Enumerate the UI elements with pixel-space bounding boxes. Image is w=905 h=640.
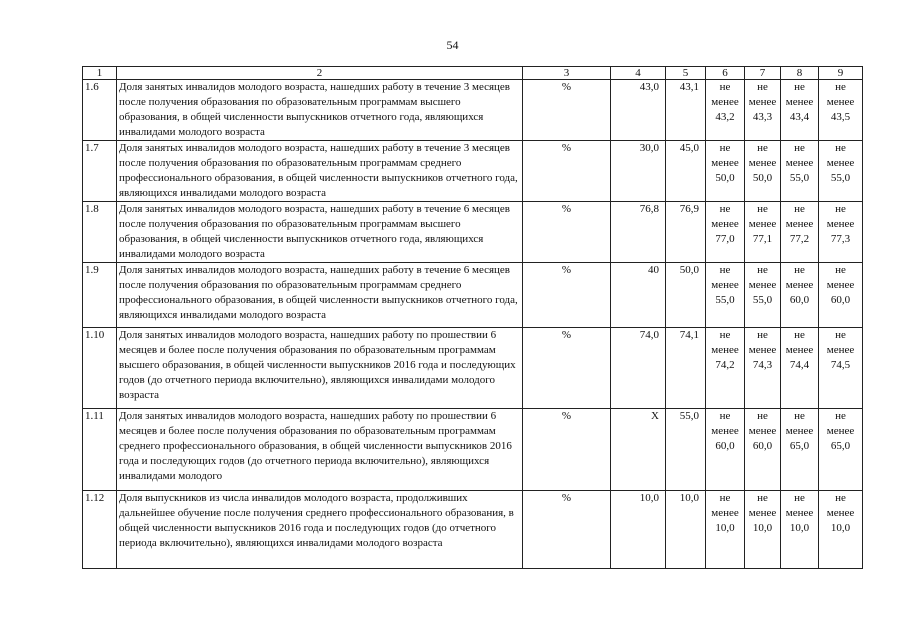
target-line: менее [826,425,855,437]
row-number: 1.7 [83,141,117,202]
target-line: не [835,329,846,341]
target-line: 43,2 [715,111,735,123]
target-line: менее [785,344,814,356]
column-header-3: 3 [523,67,611,80]
target-line: не [757,142,768,154]
target-line: 55,0 [752,294,773,306]
target-line: не [794,142,805,154]
target-line: 77,3 [830,233,851,245]
target-line: менее [748,157,777,169]
target-col-6 [706,409,745,491]
target-col-6 [706,202,745,263]
column-header-8: 8 [781,67,819,80]
target-line: не [719,329,731,341]
target-line: 60,0 [715,440,735,452]
target-line: не [719,142,731,154]
table-row [83,263,863,328]
target-col-7 [745,202,781,263]
target-col-8 [781,491,819,569]
value-col-5: 45,0 [666,141,706,202]
unit-cell: % [523,202,611,263]
target-line: менее [826,507,855,519]
target-line: 43,5 [830,111,851,123]
target-line: 10,0 [715,522,735,534]
target-col-8 [781,80,819,141]
column-header-6: 6 [706,67,745,80]
target-col-7 [745,263,781,328]
target-line: не [719,410,731,422]
target-line: менее [748,507,777,519]
target-line: менее [826,96,855,108]
target-line: менее [785,157,814,169]
target-line: 65,0 [830,440,851,452]
target-line: менее [748,425,777,437]
indicator-description: Доля занятых инвалидов молодого возраста, нашедших работу по прошествии 6 месяцев и более после получения образования по образовательным программам высшего образования, в общей численности выпускников 2016 года и последующих годов (до отчетного периода включительно), являющихся инвалидами молодого возраста [117,328,523,409]
target-line: 55,0 [789,172,810,184]
target-col-6 [706,141,745,202]
value-col-4: 10,0 [611,491,666,569]
target-line: не [719,492,731,504]
value-col-4: 40 [611,263,666,328]
target-line: не [757,492,768,504]
target-line: менее [748,279,777,291]
target-col-8 [781,202,819,263]
target-line: менее [711,157,739,169]
value-col-4: 43,0 [611,80,666,141]
target-line: менее [785,279,814,291]
target-col-8 [781,409,819,491]
value-col-5: 43,1 [666,80,706,141]
column-header-2: 2 [117,67,523,80]
target-line: 74,3 [752,359,773,371]
target-line: не [794,264,805,276]
target-line: 55,0 [830,172,851,184]
value-col-4: 30,0 [611,141,666,202]
target-col-9 [819,202,863,263]
target-line: 10,0 [830,522,851,534]
target-line: менее [785,507,814,519]
target-line: 77,0 [715,233,735,245]
unit-cell: % [523,328,611,409]
target-col-6 [706,328,745,409]
target-col-8 [781,328,819,409]
target-line: 60,0 [789,294,810,306]
target-line: не [794,492,805,504]
target-line: не [757,264,768,276]
target-line: 10,0 [789,522,810,534]
target-line: менее [711,425,739,437]
value-col-4: 76,8 [611,202,666,263]
target-col-9 [819,141,863,202]
value-col-5: 50,0 [666,263,706,328]
value-col-5: 76,9 [666,202,706,263]
target-line: менее [711,96,739,108]
target-line: не [719,81,731,93]
column-header-1: 1 [83,67,117,80]
value-col-4: X [611,409,666,491]
target-line: 74,4 [789,359,810,371]
target-line: 74,5 [830,359,851,371]
target-col-6 [706,80,745,141]
target-line: 74,2 [715,359,735,371]
target-line: 77,2 [789,233,810,245]
indicator-description: Доля занятых инвалидов молодого возраста, нашедших работу по прошествии 6 месяцев и более после получения образования по образовательным программам среднего профессионального образования, в общей численности выпускников 2016 года и последующих годов (до отчетного периода включительно), являющихся инвалидами молодого [117,409,523,491]
target-col-7 [745,141,781,202]
target-line: 50,0 [715,172,735,184]
target-line: не [719,203,731,215]
column-header-5: 5 [666,67,706,80]
target-line: менее [748,344,777,356]
table-row [83,80,863,141]
target-col-9 [819,409,863,491]
target-line: не [794,410,805,422]
target-line: 50,0 [752,172,773,184]
target-line: менее [748,96,777,108]
column-header-9: 9 [819,67,863,80]
row-number: 1.8 [83,202,117,263]
target-col-7 [745,491,781,569]
unit-cell: % [523,141,611,202]
target-col-9 [819,328,863,409]
target-col-9 [819,80,863,141]
table-row [83,202,863,263]
target-line: менее [711,507,739,519]
indicator-description: Доля выпускников из числа инвалидов молодого возраста, продолживших дальнейшее обучение после получения среднего профессионального образования, в общей численности выпускников 2016 года и последующих годов (до отчетного периода включительно), являющихся инвалидами молодого возраста [117,491,523,569]
target-col-6 [706,263,745,328]
table-body [83,67,863,569]
column-header-7: 7 [745,67,781,80]
unit-cell: % [523,409,611,491]
row-number: 1.10 [83,328,117,409]
target-line: не [757,203,768,215]
table-row [83,328,863,409]
target-col-7 [745,80,781,141]
target-line: менее [711,344,739,356]
value-col-5: 74,1 [666,328,706,409]
target-line: не [835,264,846,276]
target-line: менее [785,425,814,437]
target-line: 43,3 [752,111,773,123]
target-line: не [757,329,768,341]
target-line: менее [826,344,855,356]
target-line: не [835,203,846,215]
target-line: 60,0 [830,294,851,306]
value-col-5: 55,0 [666,409,706,491]
target-line: 65,0 [789,440,810,452]
value-col-5: 10,0 [666,491,706,569]
row-number: 1.11 [83,409,117,491]
indicators-table [82,66,863,569]
target-line: не [835,410,846,422]
unit-cell: % [523,80,611,141]
target-line: менее [748,218,777,230]
target-line: менее [785,96,814,108]
table-row [83,491,863,569]
target-line: не [835,142,846,154]
row-number: 1.9 [83,263,117,328]
target-line: не [757,410,768,422]
target-line: менее [826,218,855,230]
row-number: 1.12 [83,491,117,569]
page-number: 54 [446,38,459,52]
target-line: не [835,81,846,93]
indicator-description: Доля занятых инвалидов молодого возраста, нашедших работу в течение 3 месяцев после получения образования по образовательным программам высшего образования, в общей численности выпускников отчетного года, являющихся инвалидами молодого возраста [117,80,523,141]
target-line: не [794,329,805,341]
target-line: 60,0 [752,440,773,452]
target-col-7 [745,409,781,491]
column-header-4: 4 [611,67,666,80]
target-line: менее [785,218,814,230]
target-col-8 [781,141,819,202]
indicator-description: Доля занятых инвалидов молодого возраста, нашедших работу в течение 6 месяцев после получения образования по образовательным программам высшего образования, в общей численности выпускников отчетного года, являющихся инвалидами молодого возраста [117,202,523,263]
indicator-description: Доля занятых инвалидов молодого возраста, нашедших работу в течение 6 месяцев после получения образования по образовательным программам среднего профессионального образования, в общей численности выпускников отчетного года, являющихся инвалидами молодого возраста [117,263,523,328]
target-line: не [794,203,805,215]
table-row [83,141,863,202]
value-col-4: 74,0 [611,328,666,409]
target-line: менее [711,218,739,230]
row-number: 1.6 [83,80,117,141]
target-line: не [794,81,805,93]
target-col-9 [819,491,863,569]
unit-cell: % [523,491,611,569]
indicator-description: Доля занятых инвалидов молодого возраста, нашедших работу в течение 3 месяцев после получения образования по образовательным программам среднего профессионального образования, в общей численности выпускников отчетного года, являющихся инвалидами молодого возраста [117,141,523,202]
target-line: менее [711,279,739,291]
target-col-9 [819,263,863,328]
target-line: менее [826,157,855,169]
target-line: 10,0 [752,522,773,534]
unit-cell: % [523,263,611,328]
table-header-row [83,67,863,80]
target-line: не [719,264,731,276]
target-line: не [835,492,846,504]
target-line: не [757,81,768,93]
target-line: 55,0 [715,294,735,306]
target-line: менее [826,279,855,291]
target-col-7 [745,328,781,409]
target-col-6 [706,491,745,569]
table-row [83,409,863,491]
target-line: 77,1 [752,233,773,245]
target-line: 43,4 [789,111,810,123]
target-col-8 [781,263,819,328]
